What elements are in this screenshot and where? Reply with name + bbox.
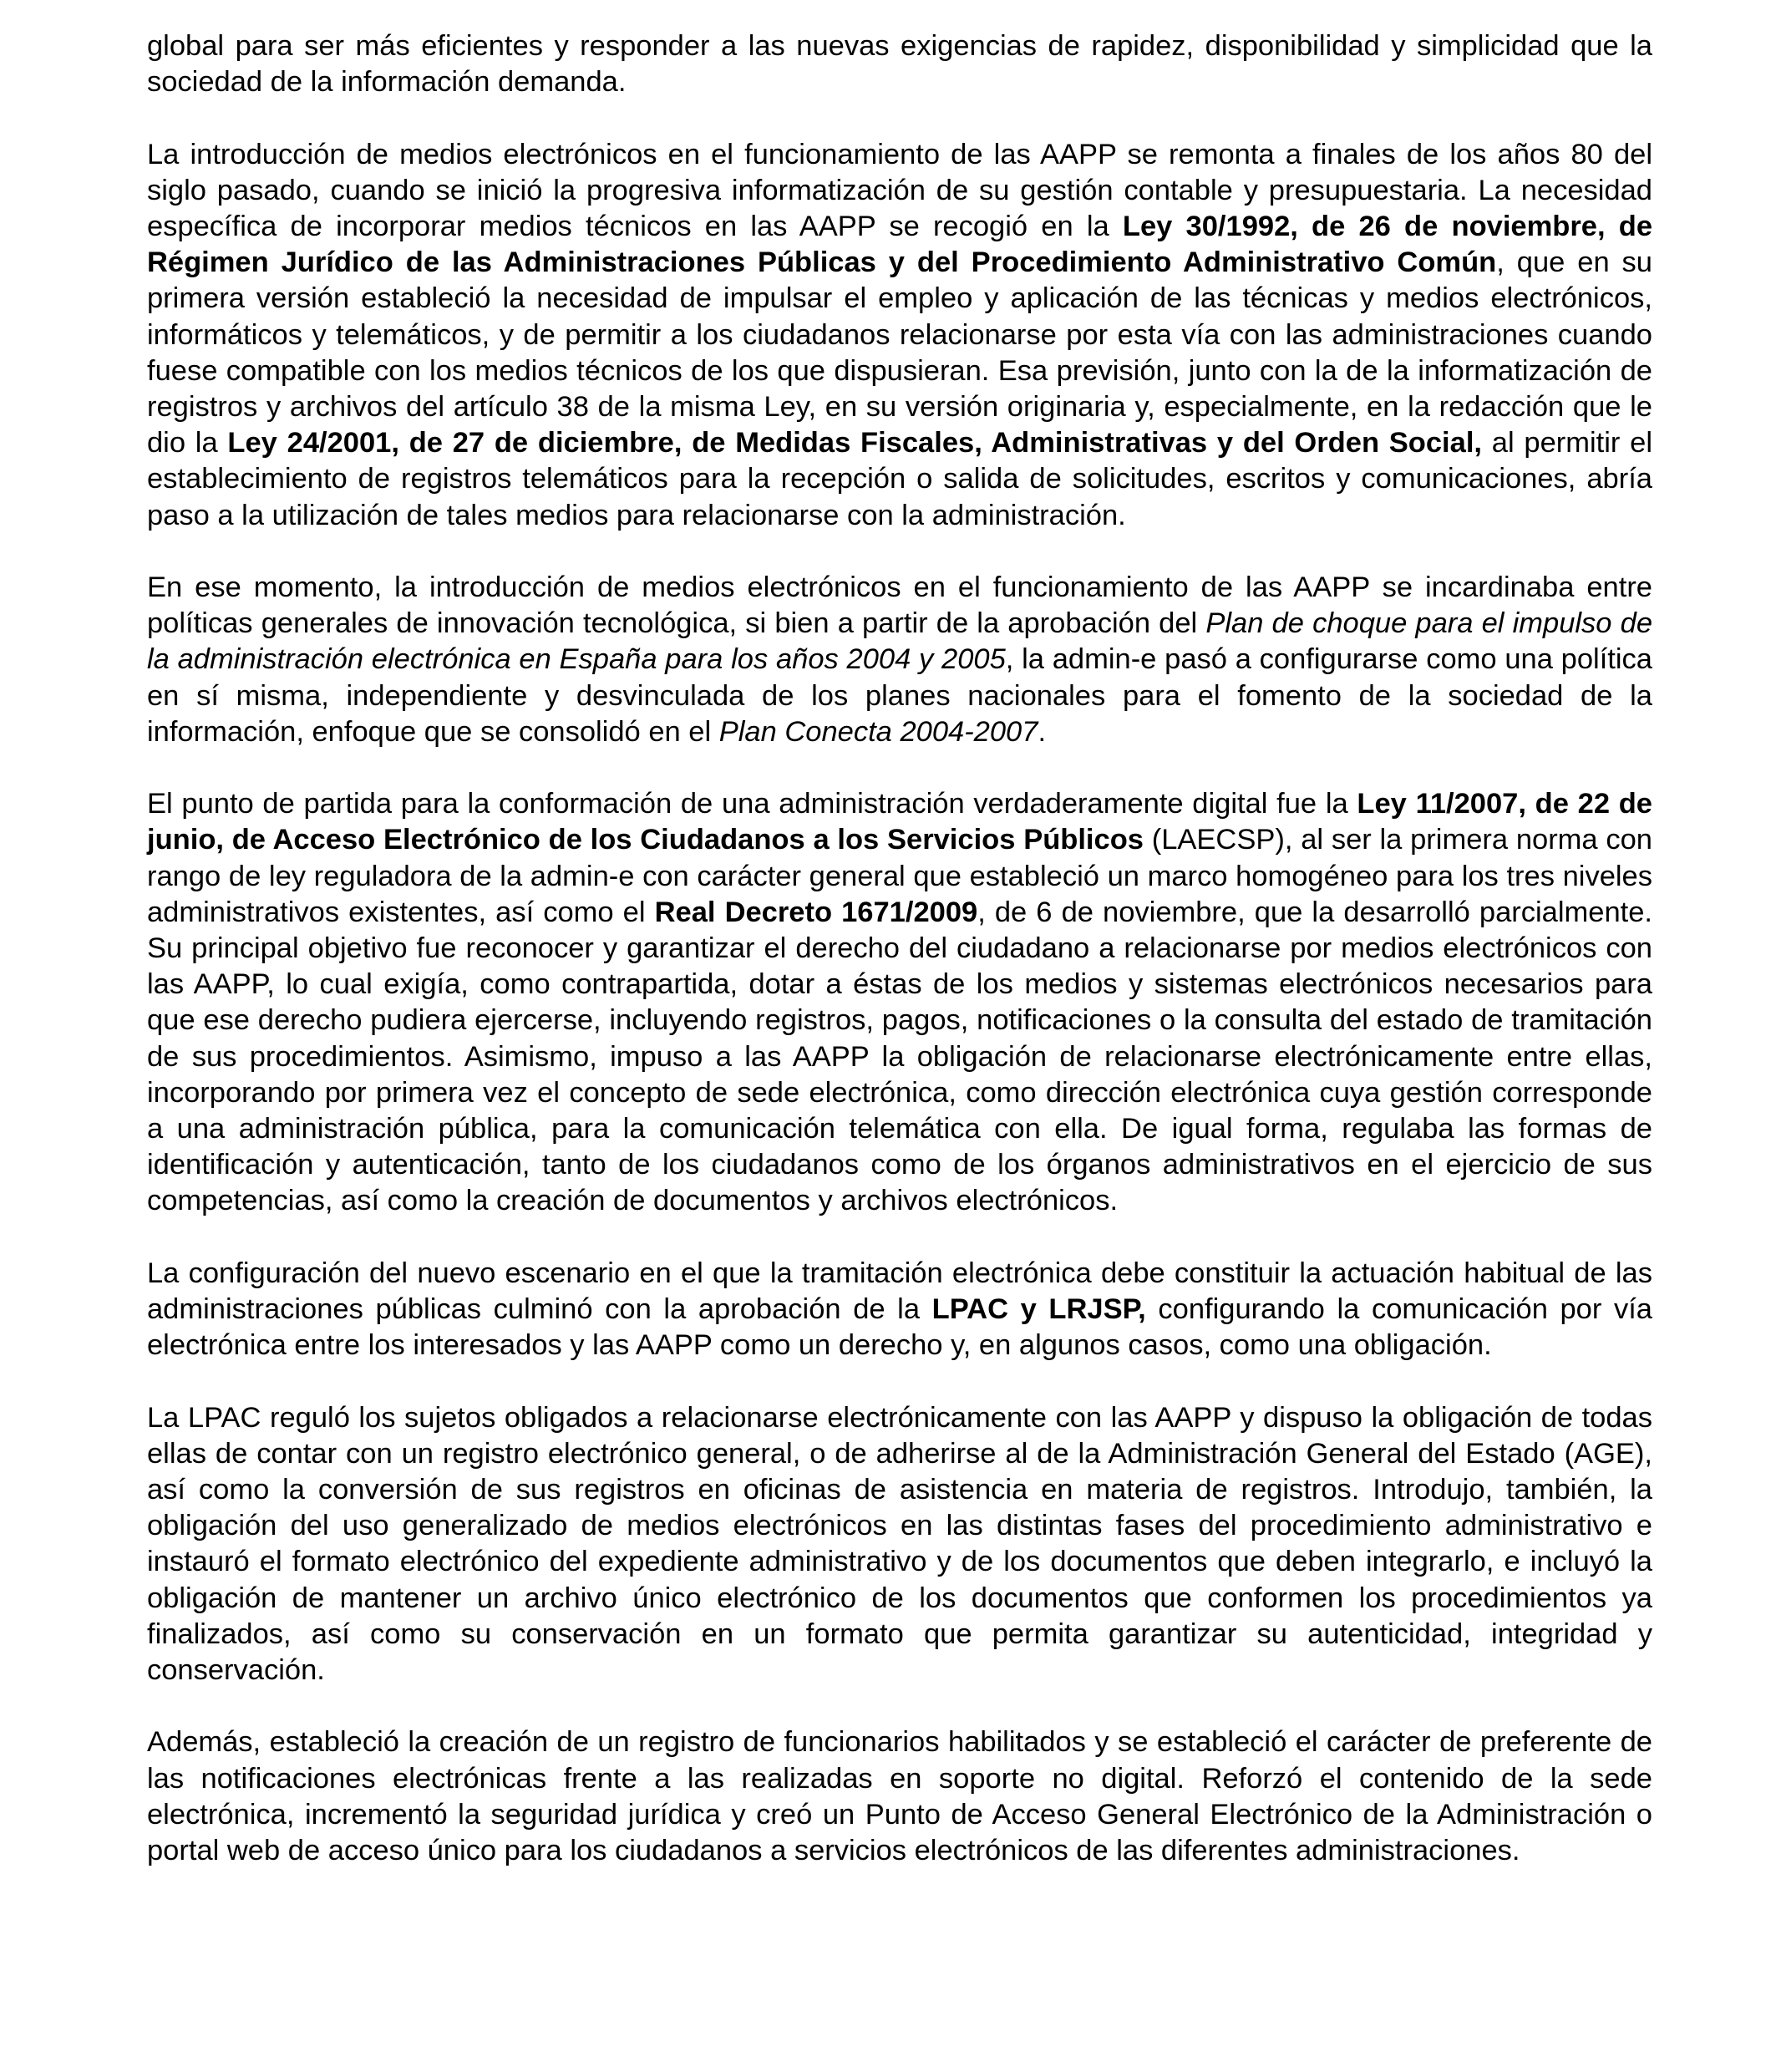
text-segment: El punto de partida para la conformación de una administración verdaderamente digital fue la [147,788,1357,820]
law-reference-rd-1671-2009: Real Decreto 1671/2009 [654,896,978,928]
text-segment: En ese momento, la introducción de medios electrónicos en el funcionamiento de las AAPP se incardinaba entre políticas generales de innovación tecnológica, si bien a partir de la aprobación del [147,571,1652,640]
paragraph-2 [147,137,1652,534]
law-reference-lpac-lrjsp: LPAC y LRJSP, [931,1293,1146,1326]
text-segment: global para ser más eficientes y responder a las nuevas exigencias de rapidez, disponibilidad y simplicidad que la sociedad de la información demanda. [147,30,1652,99]
plan-title-plan-conecta: Plan Conecta 2004-2007 [718,715,1038,748]
law-reference-ley-30-1992: Ley 30/1992, de 26 de noviembre, de Régimen Jurídico de las Administraciones Públicas y del Procedimiento Administrativo Común [147,211,1653,279]
paragraph-1 [147,28,1652,100]
paragraph-3 [147,570,1652,750]
text-segment: La LPAC reguló los sujetos obligados a relacionarse electrónicamente con las AAPP y dispuso la obligación de todas ellas de contar con un registro electrónico general, o de adherirse al de la Administración General del Estado (AGE), así como la conversión de sus registros en oficinas de asistencia en materia de registros. Introdujo, también, la obligación del uso generalizado de medios electrónicos en las distintas fases del procedimiento administrativo e instauró el formato electrónico del expediente administrativo y de los documentos que deben integrarlo, e incluyó la obligación de mantener un archivo único electrónico de los documentos que conformen los procedimientos ya finalizados, así como su conservación en un formato que permita garantizar su autenticidad, integridad y conservación. [147,1401,1652,1687]
text-segment: , de 6 de noviembre, que la desarrolló parcialmente. Su principal objetivo fue reconocer y garantizar el derecho del ciudadano a relacionarse por medios electrónicos con las AAPP, lo cual exigía, como contrapartida, dotar a éstas de los medios y sistemas electrónicos necesarios para que ese derecho pudiera ejercerse, incluyendo registros, pagos, notificaciones o la consulta del estado de tramitación de sus procedimientos. Asimismo, impuso a las AAPP la obligación de relacionarse electrónicamente entre ellas, incorporando por primera vez el concepto de sede electrónica, como dirección electrónica cuya gestión corresponde a una administración pública, para la comunicación telemática con ella. De igual forma, regulaba las formas de identificación y autenticación, tanto de los ciudadanos como de los órganos administrativos en el ejercicio de sus competencias, así como la creación de documentos y archivos electrónicos. [147,896,1652,1217]
law-reference-ley-24-2001: Ley 24/2001, de 27 de diciembre, de Medidas Fiscales, Administrativas y del Orden Social, [227,427,1482,460]
text-segment: Además, estableció la creación de un registro de funcionarios habilitados y se estableció el carácter de preferente de las notificaciones electrónicas frente a las realizadas en soporte no digital. Reforzó el contenido de la sede electrónica, incrementó la seguridad jurídica y creó un Punto de Acceso General Electrónico de la Administración o portal web de acceso único para los ciudadanos a servicios electrónicos de las diferentes administraciones. [147,1726,1652,1867]
text-segment: La configuración del nuevo escenario en el que la tramitación electrónica debe constituir la actuación habitual de las administraciones públicas culminó con la aprobación de la [147,1257,1652,1326]
paragraph-6 [147,1400,1652,1689]
paragraph-7 [147,1724,1652,1869]
text-segment: . [1038,715,1047,748]
plan-title-plan-de-choque: Plan de choque para el impulso de la administración electrónica en España para los años 2004 y 2005 [147,607,1653,676]
text-segment: La introducción de medios electrónicos en el funcionamiento de las AAPP se remonta a finales de los años 80 del siglo pasado, cuando se inició la progresiva informatización de su gestión contable y presupuestaria. La necesidad específica de incorporar medios técnicos en las AAPP se recogió en la [147,138,1652,242]
paragraph-5 [147,1256,1652,1364]
law-reference-ley-11-2007: Ley 11/2007, de 22 de junio, de Acceso Electrónico de los Ciudadanos a los Servicios Públicos [147,788,1652,856]
text-segment: configurando la comunicación por vía electrónica entre los interesados y las AAPP como un derecho y, en algunos casos, como una obligación. [147,1293,1652,1362]
paragraph-4 [147,786,1652,1219]
text-segment: , la admin-e pasó a configurarse como una política en sí misma, independiente y desvinculada de los planes nacionales para el fomento de la sociedad de la información, enfoque que se consolidó en el [147,643,1652,748]
text-segment: al permitir el establecimiento de registros telemáticos para la recepción o salida de solicitudes, escritos y comunicaciones, abría paso a la utilización de tales medios para relacionarse con la administración. [147,427,1652,531]
document-page [147,28,1652,1869]
text-segment: , que en su primera versión estableció la necesidad de impulsar el empleo y aplicación de las técnicas y medios electrónicos, informáticos y telemáticos, y de permitir a los ciudadanos relacionarse por esta vía con las administraciones cuando fuese compatible con los medios técnicos de los que dispusieran. Esa previsión, junto con la de la informatización de registros y archivos del artículo 38 de la misma Ley, en su versión originaria y, especialmente, en la redacción que le dio la [147,246,1652,460]
text-segment: (LAECSP), al ser la primera norma con rango de ley reguladora de la admin-e con carácter general que estableció un marco homogéneo para los tres niveles administrativos existentes, así como el [147,824,1652,928]
